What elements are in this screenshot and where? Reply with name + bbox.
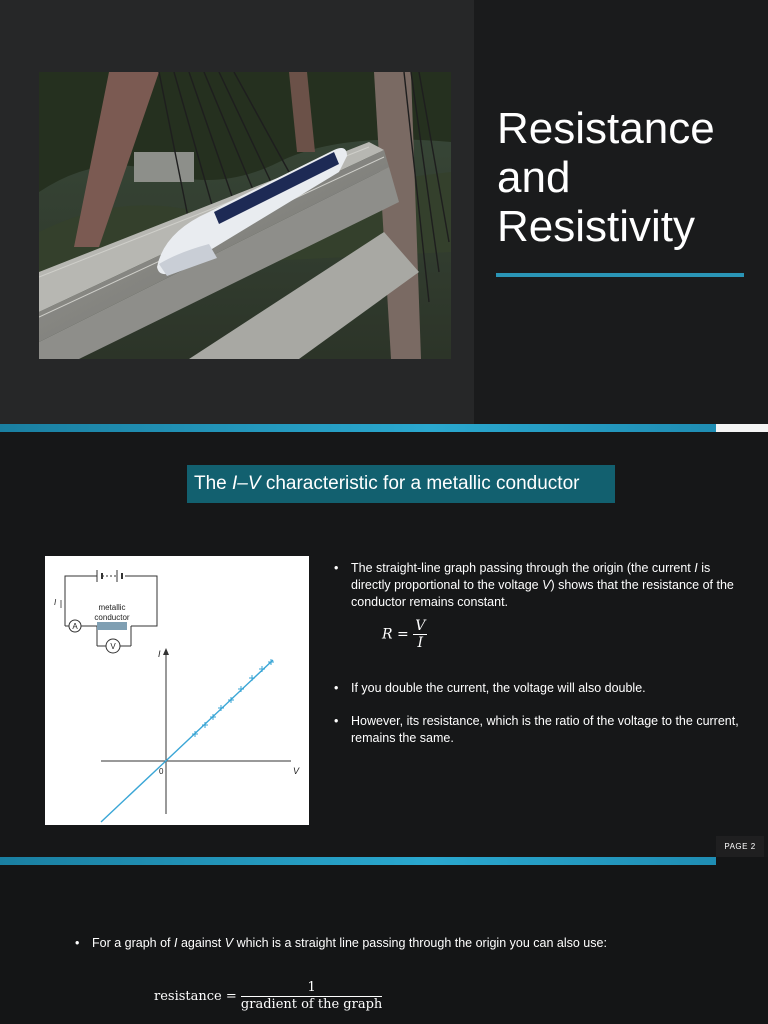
best-fit-line bbox=[101, 660, 273, 822]
heading-prefix: The bbox=[194, 473, 233, 494]
x-axis-label: V bbox=[293, 766, 300, 776]
heading-iv: I–V bbox=[232, 473, 261, 494]
slide-heading bbox=[187, 465, 615, 503]
title-underline bbox=[496, 273, 744, 277]
conductor-label-line-2: conductor bbox=[94, 613, 130, 622]
title-slide bbox=[0, 0, 768, 428]
gradient-fraction bbox=[241, 980, 382, 1013]
ammeter-label: A bbox=[72, 622, 78, 631]
gradient-numerator: 1 bbox=[241, 980, 382, 997]
bullet-dot: • bbox=[334, 561, 339, 575]
heading-suffix: characteristic for a metallic conductor bbox=[260, 473, 580, 494]
separator-accent-bar bbox=[0, 857, 716, 865]
y-axis-label: I bbox=[158, 649, 161, 659]
page-number-badge: PAGE 2 bbox=[716, 836, 764, 858]
iv-characteristic-slide bbox=[0, 432, 768, 860]
iv-graph-figure bbox=[45, 556, 309, 825]
formula-fraction bbox=[413, 618, 427, 651]
data-point-marker bbox=[249, 675, 255, 681]
slide-title bbox=[497, 104, 757, 251]
bullet-resistance-ratio: • However, its resistance, which is the ratio of the voltage to the current, remains the same. bbox=[334, 714, 739, 745]
maglev-train-photo bbox=[39, 72, 451, 359]
metallic-conductor-resistor bbox=[97, 622, 127, 630]
slide-title-line-1: Resistance bbox=[497, 104, 715, 153]
separator-white-end bbox=[716, 424, 768, 432]
slide-separator-1 bbox=[0, 424, 768, 432]
maglev-train-photo-art bbox=[39, 72, 451, 359]
origin-label: 0 bbox=[159, 767, 164, 776]
voltmeter-label: V bbox=[110, 642, 116, 651]
bullet-double-current: • If you double the current, the voltage will also double. bbox=[334, 681, 646, 695]
formula-numerator: V bbox=[415, 618, 426, 634]
bullet-gradient-method: • For a graph of I against V which is a straight line passing through the origin you can also use: bbox=[75, 936, 607, 950]
slide-title-line-2: and bbox=[497, 153, 571, 202]
slide-separator-2 bbox=[0, 857, 768, 865]
gradient-slide bbox=[0, 865, 768, 1024]
separator-end bbox=[716, 857, 768, 865]
separator-accent-bar bbox=[0, 424, 716, 432]
iv-graph-svg bbox=[45, 556, 309, 825]
gradient-resistance-formula: resistance = $\frac{1}{\text{gradient of the graph}}$ bbox=[154, 980, 383, 1012]
slide-title-line-3: Resistivity bbox=[497, 202, 696, 251]
data-point-marker bbox=[259, 666, 265, 672]
data-point-marker bbox=[238, 686, 244, 692]
resistance-formula: R = $\frac{V}{I}$ bbox=[382, 618, 426, 651]
conductor-label-line-1: metallic bbox=[98, 603, 126, 612]
circuit-current-label: I bbox=[54, 598, 57, 607]
gradient-denominator: gradient of the graph bbox=[240, 997, 383, 1012]
bullet-straight-line-graph: • The straight-line graph passing through the origin (the current I is directly proportional to the voltage V) shows that the resistance of the conductor remains constant. bbox=[334, 561, 734, 609]
formula-denominator: I bbox=[417, 635, 424, 651]
